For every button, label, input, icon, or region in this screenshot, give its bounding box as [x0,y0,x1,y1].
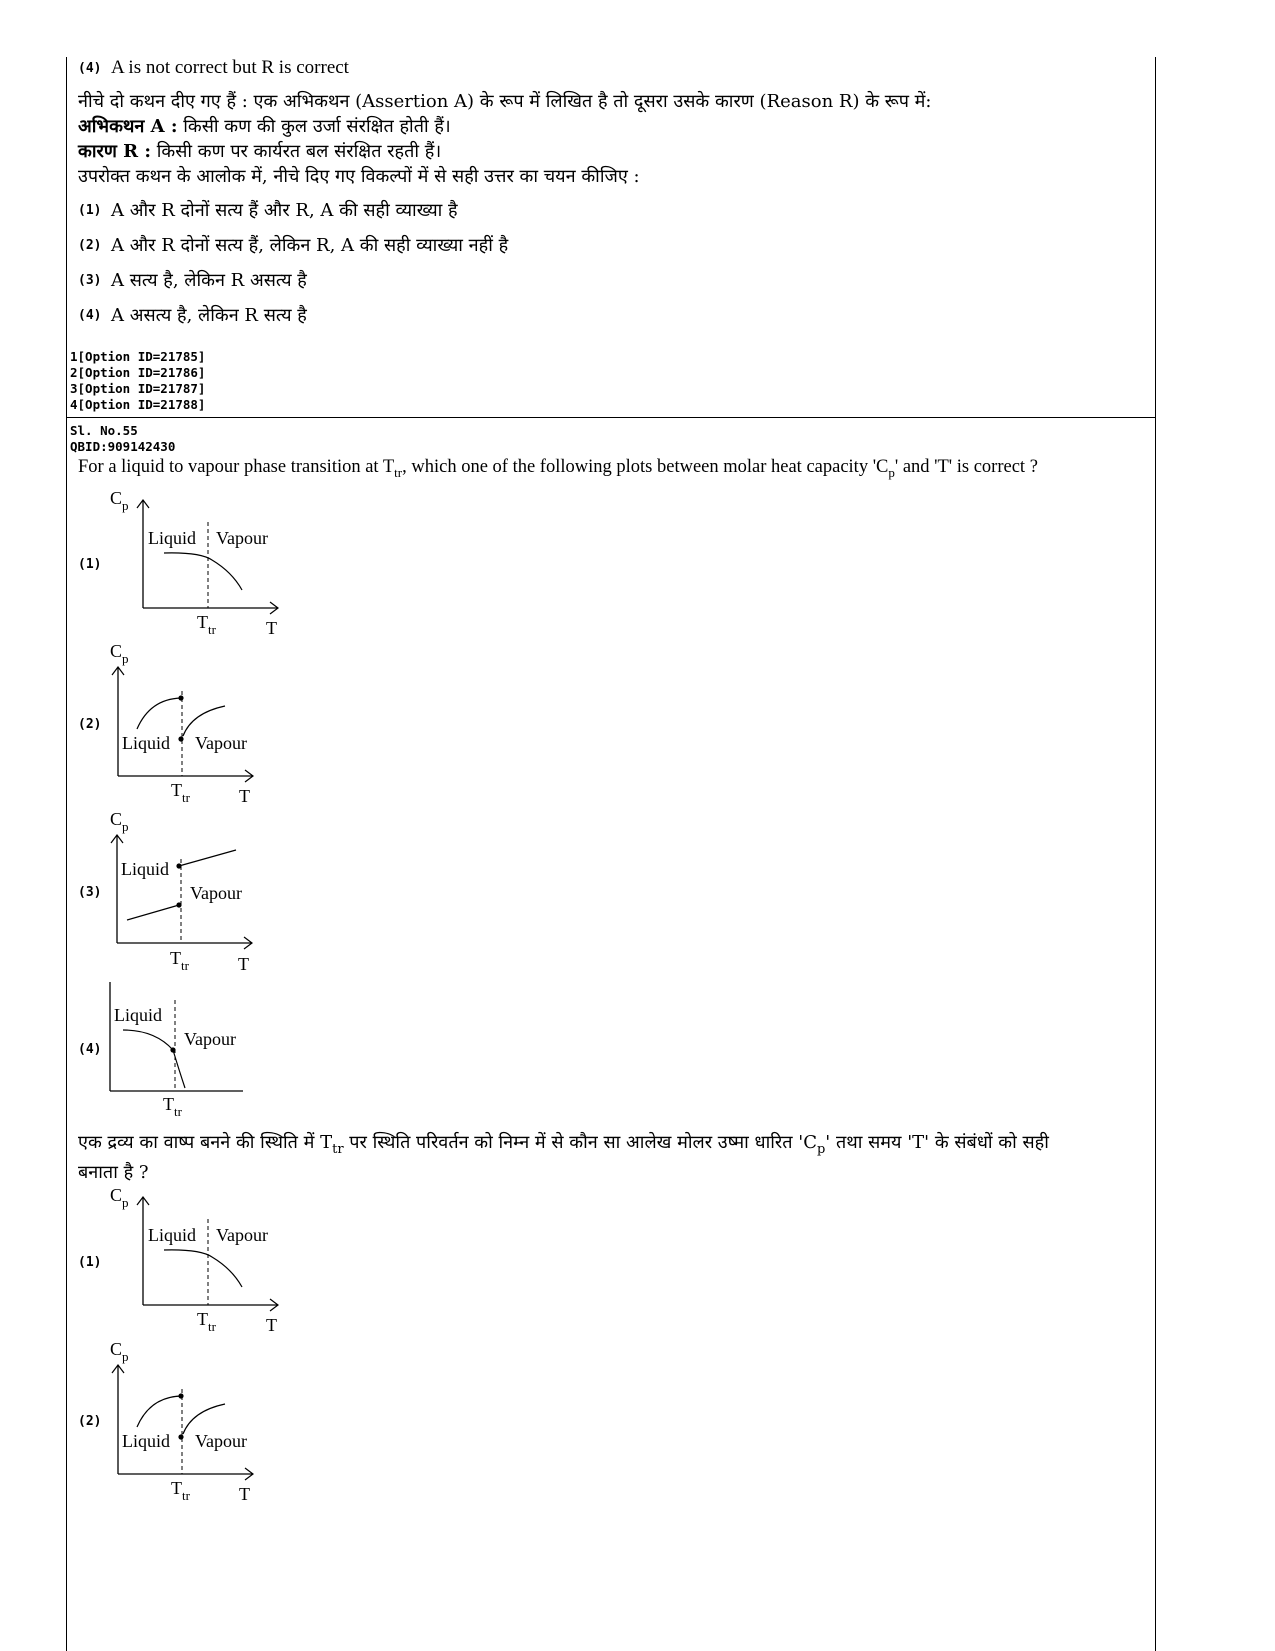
vapour-line [179,850,236,866]
graph-option-1 [100,488,290,638]
qbid: QBID:909142430 [70,439,176,454]
y-axis-label: $C_p$ [110,1185,129,1210]
reason-line [78,139,441,163]
question-text-part: ' and 'T' is correct ? [894,457,1038,477]
graph-option-number: (1) [78,557,102,572]
option-id: 4[Option ID=21788] [70,397,206,412]
liquid-label: Liquid [114,1005,162,1025]
vapour-label: Vapour [216,1225,268,1245]
vapour-label: Vapour [216,528,268,548]
option-id: 3[Option ID=21787] [70,381,206,396]
liquid-label: Liquid [148,528,196,548]
assertion-line [78,114,451,138]
liquid-label: Liquid [121,859,169,879]
question-separator [66,417,1156,418]
vapour-label: Vapour [184,1029,236,1049]
x-axis-label: T [238,954,249,974]
option-text: A और R दोनों सत्य हैं और R, A की सही व्याख्या है [111,200,458,221]
prev-option-4-text: A is not correct but R is correct [111,57,349,78]
graph-option-number: (1) [78,1255,102,1270]
vapour-label: Vapour [190,883,242,903]
option-number: (4) [78,308,102,323]
question-text-subscript: tr [332,1142,344,1157]
hindi-question-line2: बनाता है ? [78,1162,149,1183]
question-text-part: ' तथा समय 'T' के संबंधों को सही [825,1132,1049,1153]
vapour-curve [183,1404,225,1434]
transition-label: $T_{tr}$ [197,1309,216,1334]
y-axis-label: $C_p$ [110,1339,129,1364]
x-axis-label: T [239,1484,250,1504]
assertion-label: अभिकथन A : [78,116,178,137]
question-header [70,423,175,455]
transition-point [178,695,183,700]
question-text-part: For a liquid to vapour phase transition at T [78,457,395,477]
transition-label: $T_{tr}$ [171,780,190,805]
vapour-curve [183,706,225,736]
option-number: (2) [78,238,102,253]
prev-option-4-number: (4) [78,61,102,76]
instruction: उपरोक्त कथन के आलोक में, नीचे दिए गए विकल्पों में से सही उत्तर का चयन कीजिए : [78,166,640,187]
hindi-intro: नीचे दो कथन दीए गए हैं : एक अभिकथन (Assertion A) के रूप में लिखित है तो दूसरा उसके कारण (Reason R) के रूप में: [78,91,932,112]
vapour-curve [173,1050,185,1088]
graph-option-2 [100,641,290,811]
liquid-label: Liquid [122,1431,170,1451]
hindi-question [78,1130,1049,1157]
transition-point [178,736,183,741]
liquid-label: Liquid [148,1225,196,1245]
reason-label: कारण R : [78,141,151,162]
liquid-curve [123,1030,173,1050]
english-question [78,457,1038,481]
graph-option-4 [100,978,290,1128]
vapour-label: Vapour [195,1431,247,1451]
transition-point [178,1393,183,1398]
transition-point [178,1434,183,1439]
graph-option-number: (2) [78,717,102,732]
option-number: (1) [78,203,102,218]
transition-point [176,902,181,907]
question-text-subscript: p [888,465,895,480]
option-text: A सत्य है, लेकिन R असत्य है [111,270,307,291]
question-text-subscript: tr [394,465,403,480]
question-text-subscript: p [816,1142,826,1157]
reason-text: किसी कण पर कार्यरत बल संरक्षित रहती हैं। [156,141,442,162]
transition-label: $T_{tr}$ [171,1478,190,1503]
option-id: 1[Option ID=21785] [70,349,206,364]
serial-number: Sl. No.55 [70,423,138,438]
question-text-part: पर स्थिति परिवर्तन को निम्न में से कौन सा आलेख मोलर उष्मा धारित 'C [343,1132,817,1153]
option-text: A असत्य है, लेकिन R सत्य है [111,305,307,326]
y-axis-label: $C_p$ [110,641,129,666]
transition-label: $T_{tr}$ [170,948,189,973]
x-axis-label: T [239,786,250,806]
graph-option-number: (2) [78,1414,102,1429]
assertion-text: किसी कण की कुल उर्जा संरक्षित होती हैं। [183,116,451,137]
liquid-curve [137,698,181,729]
transition-label: $T_{tr}$ [197,612,216,637]
graph-option-number: (4) [78,1042,102,1057]
transition-point [176,863,181,868]
y-axis-label: $C_p$ [110,809,129,834]
option-number: (3) [78,273,102,288]
graph-option-1-hindi [100,1185,290,1335]
option-id-list [70,349,205,413]
left-margin-line [66,57,67,1651]
liquid-label: Liquid [122,733,170,753]
option-text: A और R दोनों सत्य हैं, लेकिन R, A की सही व्याख्या नहीं है [111,235,509,256]
y-axis-label: $C_p$ [110,488,129,513]
vapour-label: Vapour [195,733,247,753]
right-margin-line [1155,57,1156,1651]
question-text-part: एक द्रव्य का वाष्प बनने की स्थिति में T [78,1132,333,1153]
x-axis-label: T [266,618,277,638]
option-id: 2[Option ID=21786] [70,365,206,380]
transition-label: $T_{tr}$ [163,1094,182,1119]
cp-curve [164,1250,242,1287]
liquid-curve [137,1396,181,1427]
graph-option-number: (3) [78,885,102,900]
x-axis-label: T [266,1315,277,1335]
liquid-line [127,905,179,920]
cp-curve [164,553,242,590]
graph-option-2-hindi [100,1339,290,1509]
graph-option-3 [100,809,290,979]
question-text-part: , which one of the following plots between molar heat capacity 'C [402,457,889,477]
